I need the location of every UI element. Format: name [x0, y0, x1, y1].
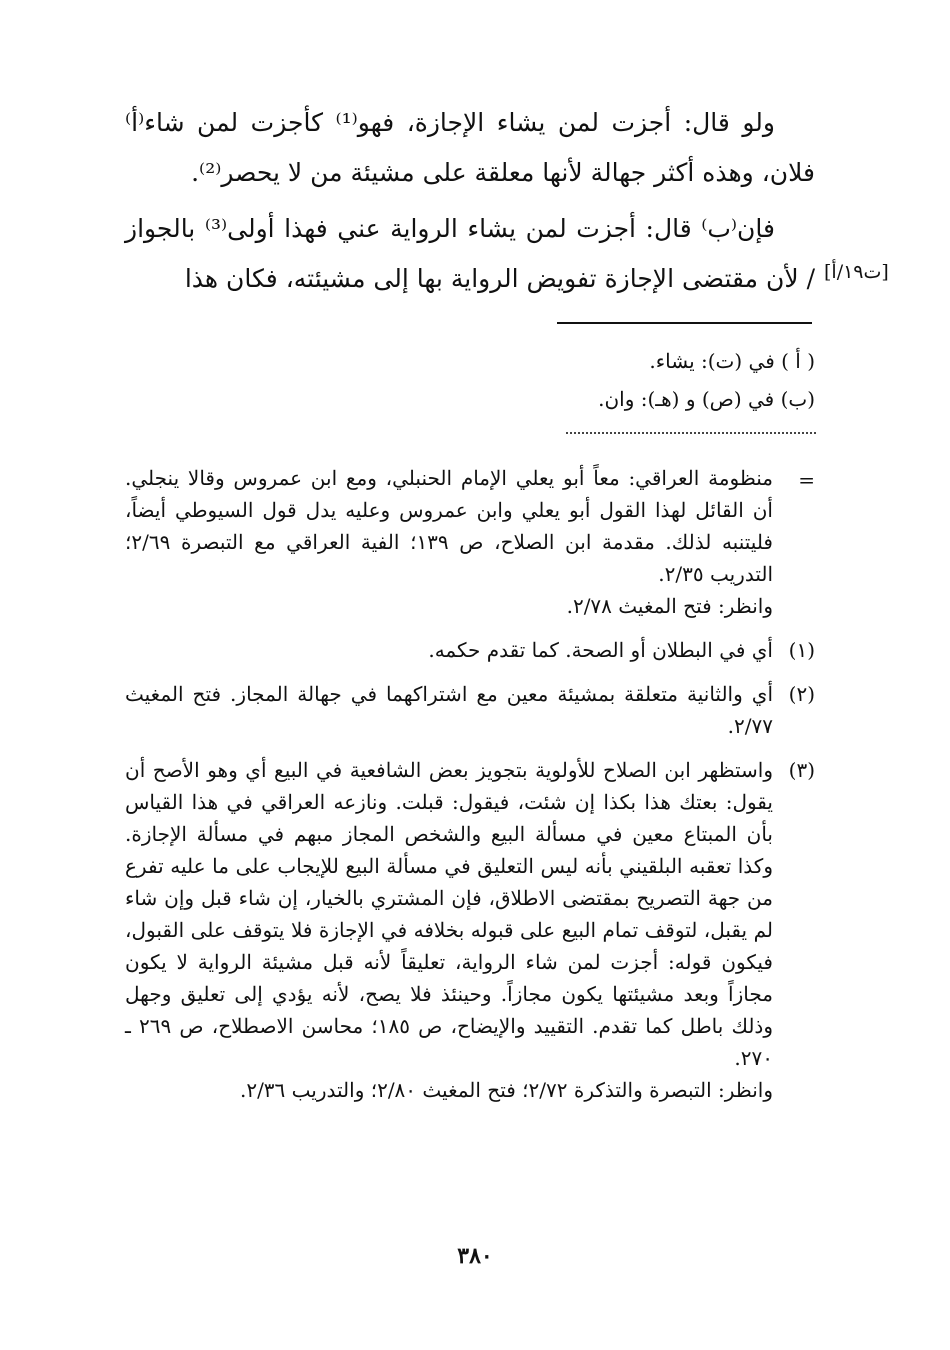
footnote-separator-line [557, 322, 812, 324]
variant-notes [125, 342, 815, 418]
footnote-number: (١) [788, 638, 815, 662]
continued-footnote-text: منظومة العراقي: معاً أبو يعلي الإمام الحنبلي، ومع ابن عمروس وقالا ينجلي. أن القائل لهذا القول أبو يعلي وابن عمروس وعليه يدل قول السيوطي أيضاً، فليتنبه لذلك. مقدمة ابن الصلاح، ص ١٣٩؛ الفية العراقي مع التبصرة ٢/٦٩؛ التدريب ٢/٣٥. [125, 466, 773, 586]
continued-footnote-see-also: وانظر: فتح المغيث ٢/٧٨. [566, 594, 773, 618]
main-paragraph-1: ولو قال: أجزت لمن يشاء الإجازة، فهو⁽¹⁾ كأجزت لمن شاء⁽أ⁾ فلان، وهذه أكثر جهالة لأنها معلقة على مشيئة من لا يحصر⁽²⁾. [125, 108, 815, 187]
footnote-2 [125, 678, 815, 742]
footnote-number: (٣) [788, 758, 815, 782]
dotted-separator-line [566, 432, 816, 434]
footnote-see-also: وانظر: التبصرة والتذكرة ٢/٧٢؛ فتح المغيث ٢/٨٠؛ والتدريب ٢/٣٦. [239, 1078, 773, 1102]
main-text [125, 98, 815, 310]
variant-note-b: (ب) في (ص) و (هـ): وان. [598, 387, 815, 411]
continuation-marker: = [798, 468, 815, 492]
footnote-number: (٢) [788, 682, 815, 706]
footnotes [125, 462, 815, 1118]
footnote-3 [125, 754, 815, 1106]
manuscript-folio-reference: [ت١٩/أ] [824, 261, 889, 283]
footnote-text: أي في البطلان أو الصحة. كما تقدم حكمه. [428, 638, 773, 662]
continued-footnote [125, 462, 815, 622]
variant-note-a: ( أ ) في (ت): يشاء. [649, 349, 815, 373]
main-paragraph-2: فإن⁽ب⁾ قال: أجزت لمن يشاء الرواية عني فهذا أولى⁽³⁾ بالجواز / لأن مقتضى الإجازة تفويض الرواية بها إلى مشيئته، فكان هذا [125, 214, 815, 293]
footnote-1 [125, 634, 815, 666]
footnote-text: واستظهر ابن الصلاح للأولوية بتجويز بعض الشافعية في البيع أي وهو الأصح أن يقول: بعتك هذا بكذا إن شئت، فيقول: قبلت. ونازعه العراقي في هذا القياس بأن المبتاع معين في مسألة البيع والشخص المجاز مبهم في مسألة الإجازة. وكذا تعقبه البلقيني بأنه ليس التعليق في مسألة البيع للإيجاب على ما عليه تفرع من جهة التصريح بمقتضى الاطلاق، فإن المشتري بالخيار، إن شاء قبل وإن شاء لم يقبل، لتوقف تمام البيع على قبوله بخلافه في الإجازة فلا يتوقف على القبول، فيكون قوله: أجزت لمن شاء الرواية، تعليقاً لأنه قبل مشيئة الرواية لا يكون مجازاً وبعد مشيئتها يكون مجازاً. وحينئذ فلا يصح، لأنه يؤدي إلى تعليق وجهل وذلك باطل كما تقدم. التقييد والإيضاح، ص ١٨٥؛ محاسن الاصطلاح، ص ٢٦٩ ـ ٢٧٠. [125, 758, 773, 1070]
footnote-text: أي والثانية متعلقة بمشيئة معين مع اشتراكهما في جهالة المجاز. فتح المغيث ٢/٧٧. [125, 682, 773, 738]
page-number: ٣٨٠ [457, 1243, 493, 1269]
